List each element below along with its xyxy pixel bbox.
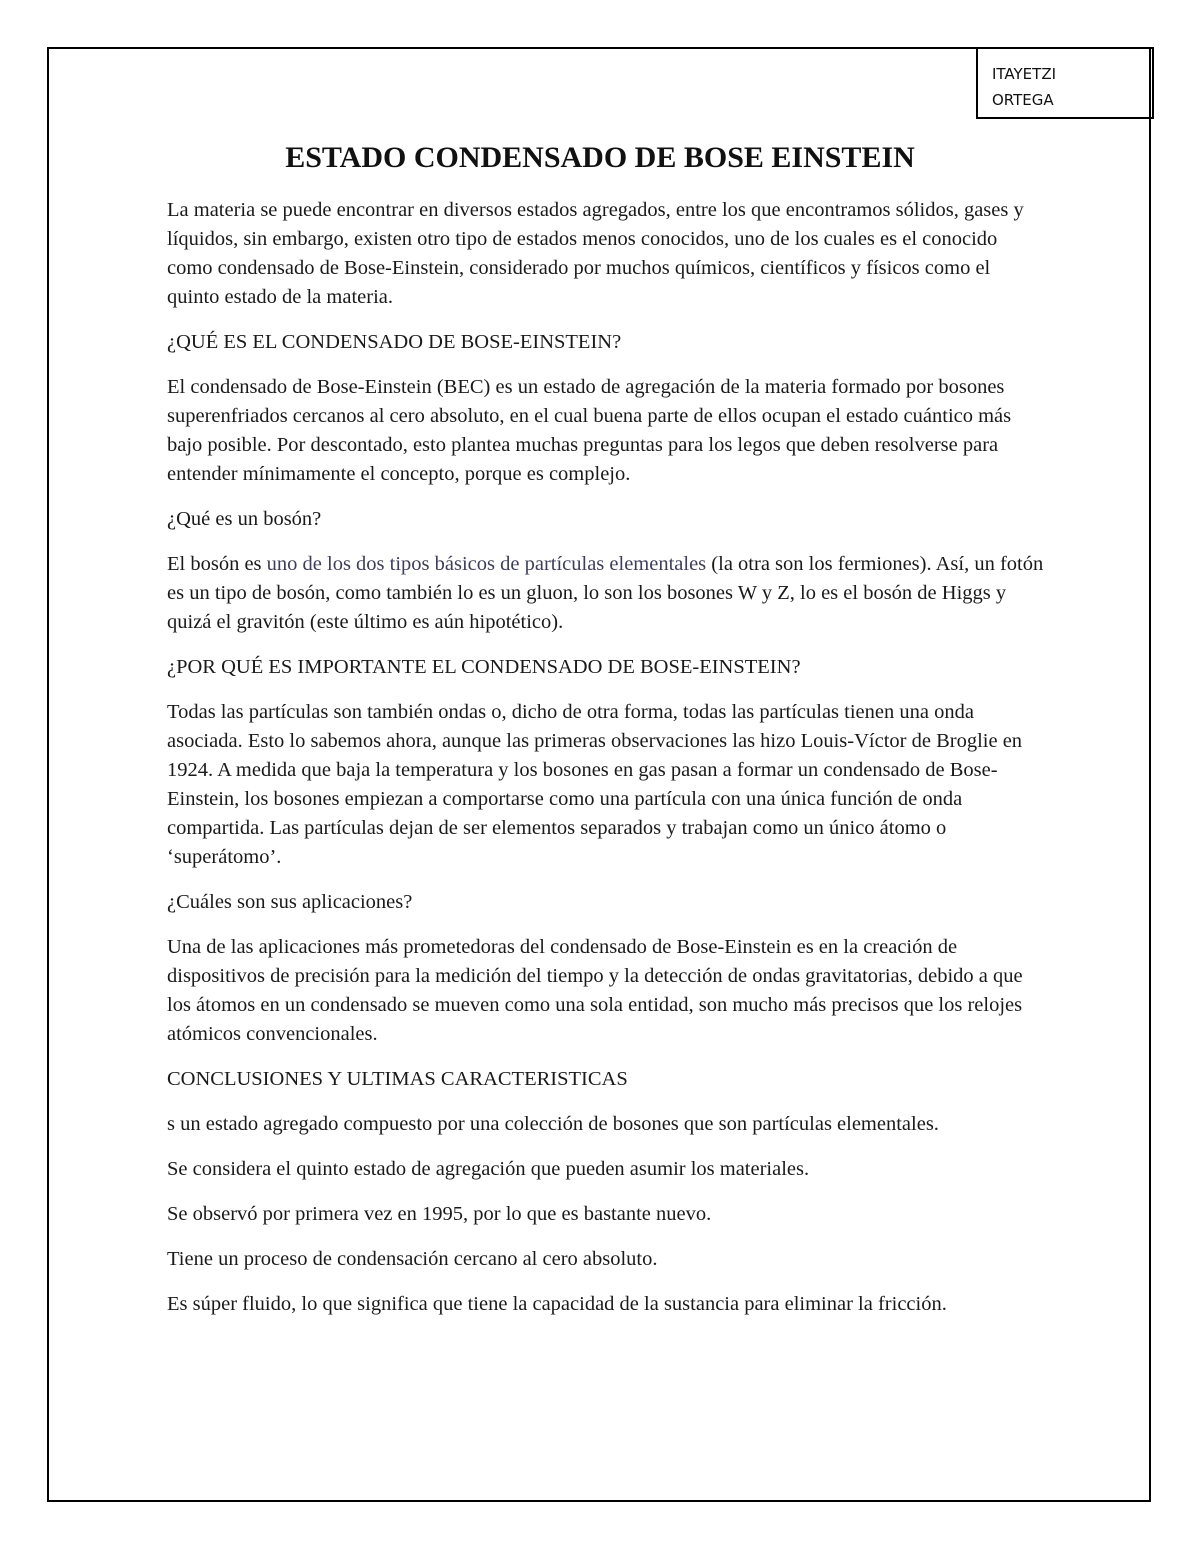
section-heading-what-is-bec: ¿QUÉ ES EL CONDENSADO DE BOSE-EINSTEIN? xyxy=(167,331,622,353)
author-last-name: ORTEGA xyxy=(992,91,1054,109)
author-name-box xyxy=(976,47,1154,119)
what-is-bec-paragraph: El condensado de Bose-Einstein (BEC) es un estado de agregación de la materia formado por bosones superenfriados cercanos al cero absoluto, en el cual buena parte de ellos ocupan el estado cuántico más bajo posible. Por descontado, esto plantea muchas preguntas para los legos que deben resolverse para entender mínimamente el concepto, porque es complejo. xyxy=(167,376,1012,485)
conclusion-item: Tiene un proceso de condensación cercano al cero absoluto. xyxy=(167,1248,658,1270)
conclusion-item: Se considera el quinto estado de agregación que pueden asumir los materiales. xyxy=(167,1158,810,1180)
applications-paragraph: Una de las aplicaciones más prometedoras del condensado de Bose-Einstein es en la creación de dispositivos de precisión para la medición del tiempo y la detección de ondas gravitatorias, debido a que los átomos en un condensado se mueven como una sola entidad, son mucho más precisos que los relojes atómicos convencionales. xyxy=(167,936,1023,1045)
document-title: ESTADO CONDENSADO DE BOSE EINSTEIN xyxy=(285,141,915,174)
conclusion-item: Se observó por primera vez en 1995, por lo que es bastante nuevo. xyxy=(167,1203,712,1225)
what-is-boson-paragraph xyxy=(167,550,1047,637)
boson-text-end: (la otra son los fermiones). Así, un fotón es un tipo de bosón, como también lo es un gluon, lo son los bosones W y Z, lo es el bosón de Higgs y quizá el gravitón (este último es aún hipotético). xyxy=(167,553,1044,633)
author-first-name: ITAYETZI xyxy=(992,65,1057,83)
section-heading-applications: ¿Cuáles son sus aplicaciones? xyxy=(167,891,413,913)
intro-paragraph: La materia se puede encontrar en diversos estados agregados, entre los que encontramos sólidos, gases y líquidos, sin embargo, existen otro tipo de estados menos conocidos, uno de los cuales es el conocido como condensado de Bose-Einstein, considerado por muchos químicos, científicos y físicos como el quinto estado de la materia. xyxy=(167,199,1024,308)
section-heading-conclusions: CONCLUSIONES Y ULTIMAS CARACTERISTICAS xyxy=(167,1068,628,1090)
conclusion-item: s un estado agregado compuesto por una colección de bosones que son partículas elementales. xyxy=(167,1113,939,1135)
document-body xyxy=(167,196,1047,1335)
conclusion-item: Es súper fluido, lo que significa que tiene la capacidad de la sustancia para eliminar la fricción. xyxy=(167,1293,947,1315)
section-heading-importance: ¿POR QUÉ ES IMPORTANTE EL CONDENSADO DE BOSE-EINSTEIN? xyxy=(167,656,801,678)
boson-link[interactable]: uno de los dos tipos básicos de partículas elementales xyxy=(266,553,707,575)
section-heading-what-is-boson: ¿Qué es un bosón? xyxy=(167,508,322,530)
boson-text-start: El bosón es xyxy=(167,553,267,575)
importance-paragraph: Todas las partículas son también ondas o, dicho de otra forma, todas las partículas tienen una onda asociada. Esto lo sabemos ahora, aunque las primeras observaciones las hizo Louis-Víctor de Broglie en 1924. A medida que baja la temperatura y los bosones en gas pasan a formar un condensado de Bose-Einstein, los bosones empiezan a comportarse como una partícula con una única función de onda compartida. Las partículas dejan de ser elementos separados y trabajan como un único átomo o ‘superátomo’. xyxy=(167,701,1023,868)
